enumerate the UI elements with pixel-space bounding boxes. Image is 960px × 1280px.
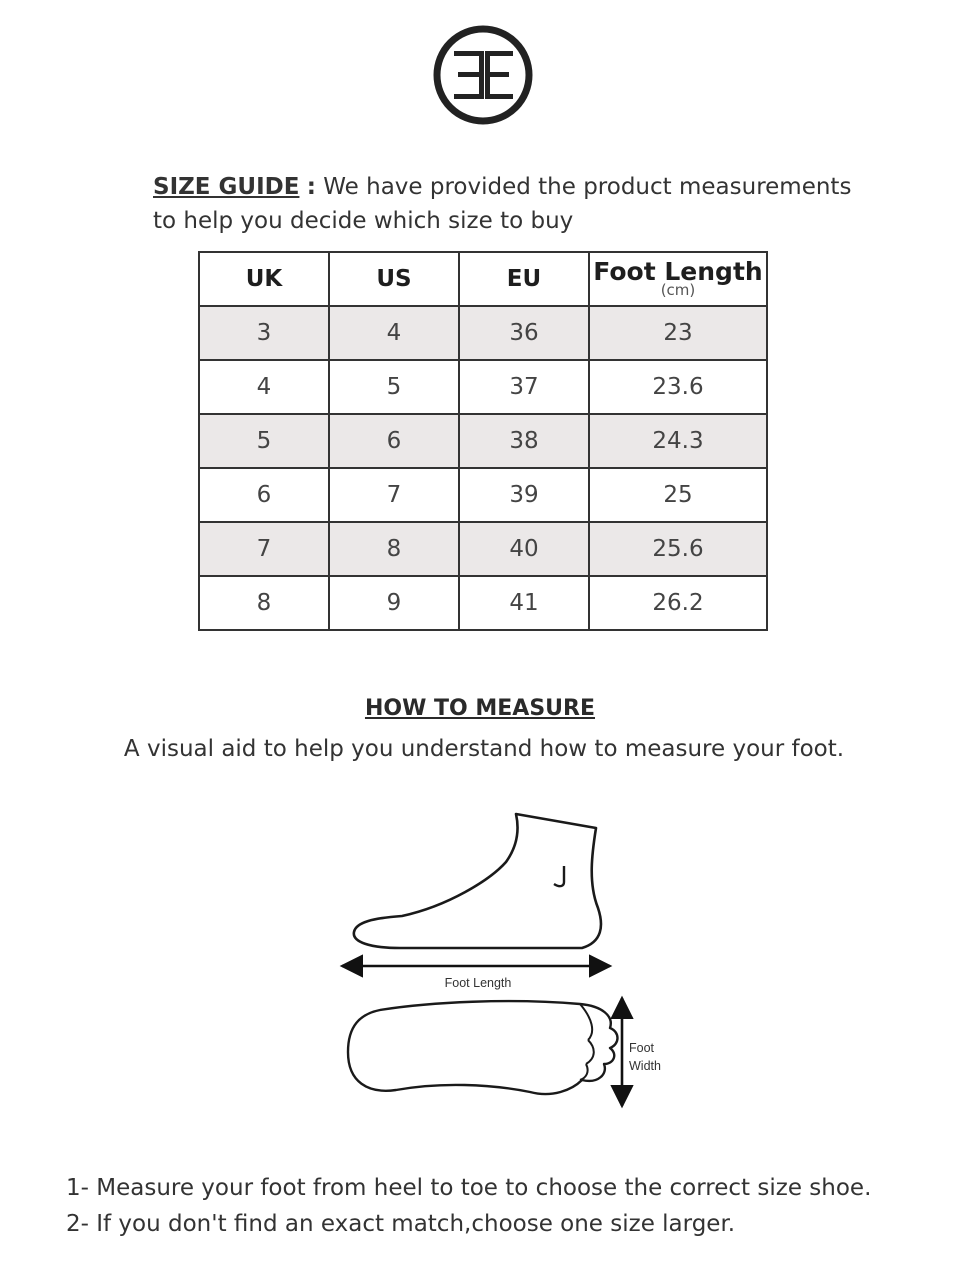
cell-eu: 38 [459, 414, 589, 468]
cell-eu: 39 [459, 468, 589, 522]
cell-us: 8 [329, 522, 459, 576]
brand-logo [432, 24, 534, 126]
measuring-notes [66, 1170, 946, 1242]
foot-top-outline [348, 1001, 618, 1094]
cell-uk: 7 [199, 522, 329, 576]
cell-uk: 6 [199, 468, 329, 522]
cell-uk: 5 [199, 414, 329, 468]
table-row [199, 414, 767, 468]
foot-width-label-line1: Foot [629, 1041, 655, 1055]
cell-us: 9 [329, 576, 459, 630]
cell-us: 6 [329, 414, 459, 468]
how-to-measure-subtitle: A visual aid to help you understand how to measure your foot. [123, 736, 845, 762]
table-row [199, 522, 767, 576]
how-to-measure-title: HOW TO MEASURE [364, 696, 596, 721]
size-table-header-row [199, 252, 767, 306]
intro-line-2: to help you decide which size to buy [153, 208, 574, 234]
toe-lines [580, 1004, 594, 1080]
cell-eu: 36 [459, 306, 589, 360]
size-table [198, 251, 768, 631]
header-foot-length-unit: (cm) [660, 281, 696, 299]
cell-foot-length: 26.2 [589, 576, 767, 630]
logo-monogram [454, 51, 513, 99]
cell-uk: 3 [199, 306, 329, 360]
intro-text [153, 170, 853, 238]
cell-eu: 40 [459, 522, 589, 576]
foot-length-label: Foot Length [444, 976, 512, 990]
cell-foot-length: 24.3 [589, 414, 767, 468]
cell-uk: 8 [199, 576, 329, 630]
size-guide-heading: SIZE GUIDE [153, 174, 300, 200]
header-eu: EU [459, 252, 589, 306]
header-us: US [329, 252, 459, 306]
cell-foot-length: 25.6 [589, 522, 767, 576]
cell-eu: 41 [459, 576, 589, 630]
ankle-mark [554, 866, 564, 886]
header-foot-length-label: Foot Length [593, 257, 763, 286]
note-line: 2- If you don't find an exact match,choose one size larger. [66, 1211, 736, 1237]
table-row [199, 468, 767, 522]
note-line: 1- Measure your foot from heel to toe to choose the correct size shoe. [66, 1175, 872, 1201]
table-row [199, 576, 767, 630]
foot-measure-diagram [330, 808, 680, 1118]
cell-us: 5 [329, 360, 459, 414]
cell-eu: 37 [459, 360, 589, 414]
intro-line-1: We have provided the product measurements [323, 174, 852, 200]
heading-separator: : [306, 174, 316, 200]
foot-width-label-line2: Width [629, 1059, 661, 1073]
table-row [199, 360, 767, 414]
cell-us: 4 [329, 306, 459, 360]
cell-foot-length: 23 [589, 306, 767, 360]
table-row [199, 306, 767, 360]
header-uk: UK [199, 252, 329, 306]
header-foot-length [589, 252, 767, 306]
cell-foot-length: 23.6 [589, 360, 767, 414]
cell-us: 7 [329, 468, 459, 522]
cell-foot-length: 25 [589, 468, 767, 522]
cell-uk: 4 [199, 360, 329, 414]
